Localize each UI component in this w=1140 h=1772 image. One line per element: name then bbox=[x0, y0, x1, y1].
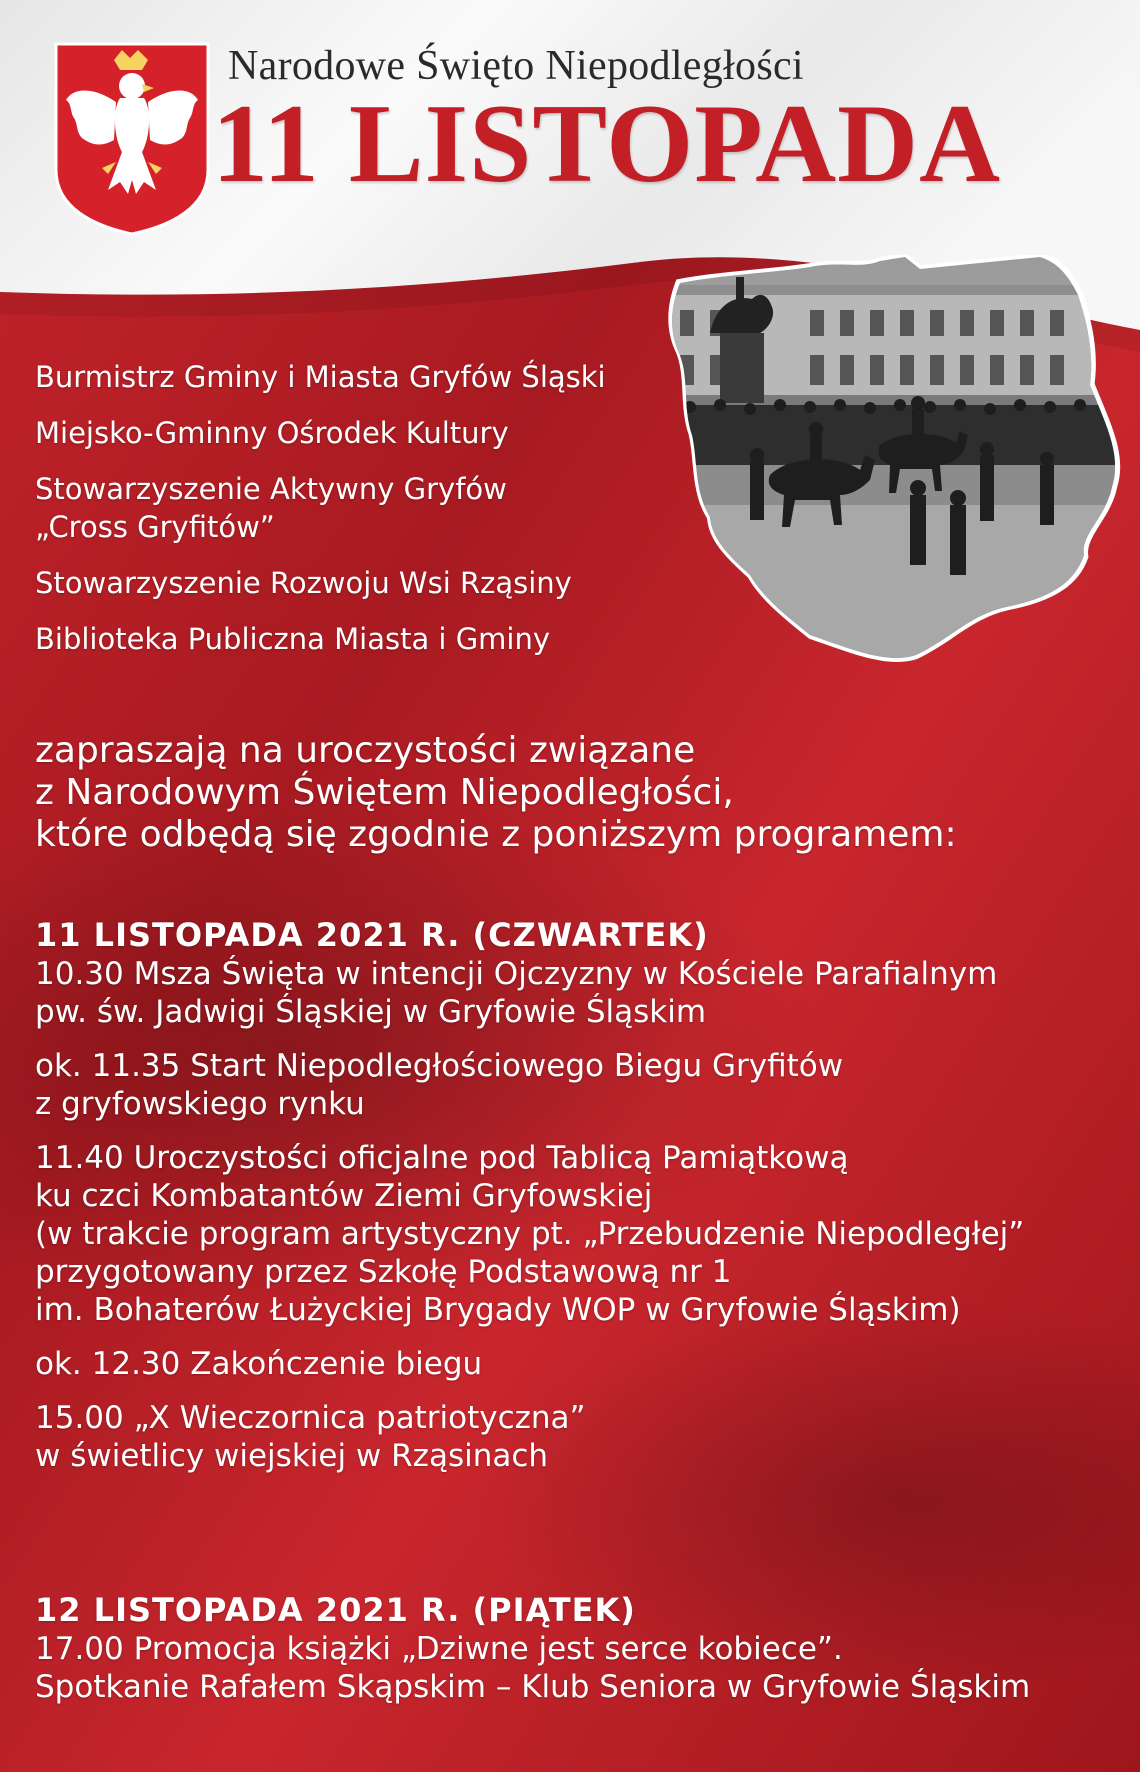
day-heading: 12 LISTOPADA 2021 R. (PIĄTEK) bbox=[35, 1591, 636, 1629]
organizer-item: Stowarzyszenie Aktywny Gryfów „Cross Gryfitów” bbox=[35, 472, 507, 544]
organizer-item: Miejsko-Gminny Ośrodek Kultury bbox=[35, 416, 509, 450]
invitation-intro: zapraszają na uroczystości związane z Narodowym Świętem Niepodległości, które odbędą się zgodnie z poniższym programem: bbox=[35, 730, 957, 855]
historical-photo-poland-map bbox=[660, 255, 1130, 675]
program-event: 15.00 „X Wieczornica patriotyczna” w świetlicy wiejskiej w Rząsinach bbox=[35, 1400, 586, 1474]
program-event: 11.40 Uroczystości oficjalne pod Tablicą Pamiątkową ku czci Kombatantów Ziemi Gryfowskiej (w trakcie program artystyczny pt. „Przebudzenie Niepodległej” przygotowany przez Szkołę Podstawową nr 1 im. Bohaterów Łużyckiej Brygady WOP w Gryfowie Śląskim) bbox=[35, 1140, 1025, 1328]
organizer-item: Burmistrz Gminy i Miasta Gryfów Śląski bbox=[35, 360, 606, 394]
header-title: 11 LISTOPADA bbox=[212, 82, 1001, 206]
program-event: ok. 11.35 Start Niepodległościowego Biegu Gryfitów z gryfowskiego rynku bbox=[35, 1048, 844, 1122]
program-event: 10.30 Msza Święta w intencji Ojczyzny w Kościele Parafialnym pw. św. Jadwigi Śląskiej w Gryfowie Śląskim bbox=[35, 956, 998, 1030]
header-subtitle: Narodowe Święto Niepodległości bbox=[228, 43, 804, 89]
program-day-2 bbox=[35, 1590, 1125, 1706]
day-heading: 11 LISTOPADA 2021 R. (CZWARTEK) bbox=[35, 916, 709, 954]
organizer-item: Biblioteka Publiczna Miasta i Gminy bbox=[35, 622, 551, 656]
organizer-item: Stowarzyszenie Rozwoju Wsi Rząsiny bbox=[35, 566, 572, 600]
program-event: ok. 12.30 Zakończenie biegu bbox=[35, 1346, 483, 1382]
program-day-1 bbox=[35, 915, 1125, 1475]
polish-eagle-emblem-icon bbox=[52, 40, 212, 236]
organizers-list bbox=[35, 358, 655, 676]
program-event: 17.00 Promocja książki „Dziwne jest serce kobiece”. Spotkanie Rafałem Skąpskim – Klub Seniora w Gryfowie Śląskim bbox=[35, 1631, 1031, 1705]
